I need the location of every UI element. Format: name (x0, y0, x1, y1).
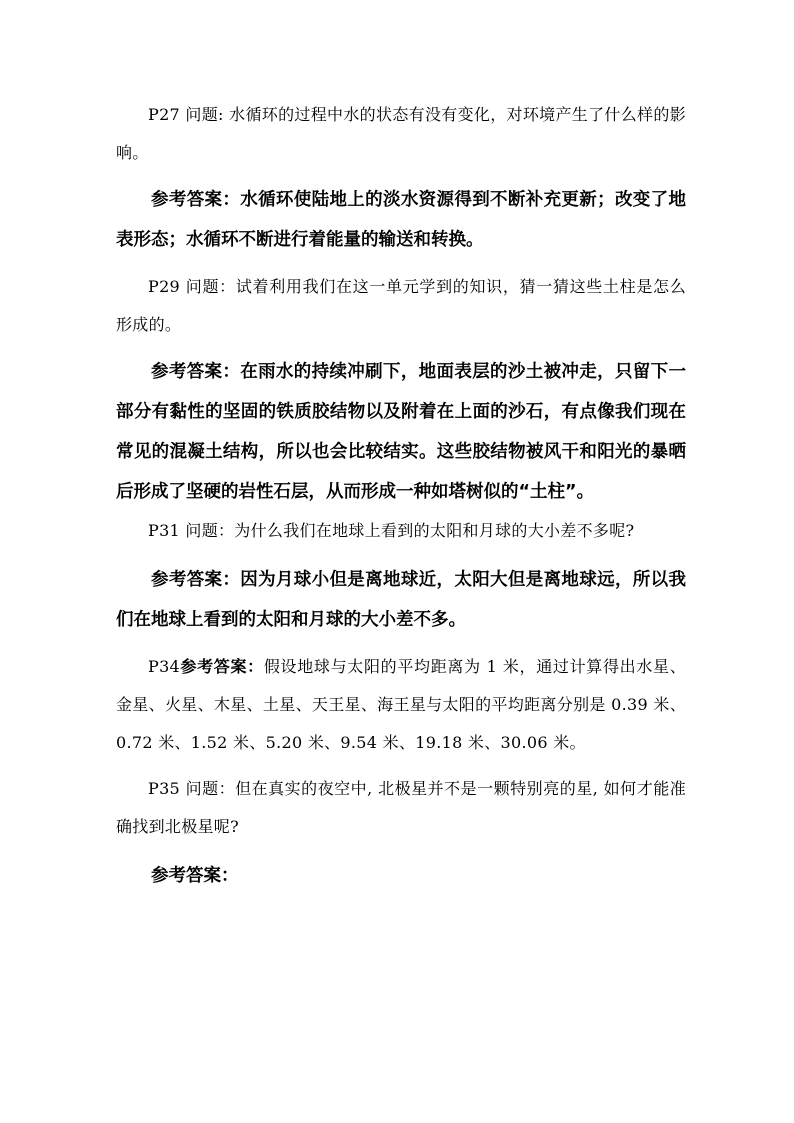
p35-question: P35 问题：但在真实的夜空中, 北极星并不是一颗特别亮的星, 如何才能准确找到北极星呢? (116, 779, 686, 836)
p34-prefix: P34 (148, 657, 181, 676)
p34-answer-label: 参考答案： (180, 657, 264, 676)
p31-answer: 参考答案：因为月球小但是离地球近，太阳大但是离地球远，所以我们在地球上看到的太阳和月球的大小差不多。 (116, 570, 686, 630)
p34-answer (116, 648, 686, 762)
p27-question: P27 问题: 水循环的过程中水的状态有没有变化，对环境产生了什么样的影响。 (116, 105, 686, 162)
p29-answer: 参考答案：在雨水的持续冲刷下，地面表层的沙土被冲走，只留下一部分有黏性的坚固的铁质胶结物以及附着在上面的沙石，有点像我们现在常见的混凝土结构，所以也会比较结实。这些胶结物被风干和阳光的暴晒后形成了坚硬的岩性石层，从而形成一种如塔树似的“土柱”。 (116, 362, 686, 502)
p29-question: P29 问题：试着利用我们在这一单元学到的知识，猜一猜这些土柱是怎么形成的。 (116, 277, 686, 334)
p35-answer: 参考答案： (151, 866, 239, 886)
document-body (116, 96, 686, 896)
p34-answer-text: 假设地球与太阳的平均距离为 1 米，通过计算得出水星、金星、火星、木星、土星、天王星、海王星与太阳的平均距离分别是 0.39 米、0.72 米、1.52 米、5.20 米、9.54 米、19.18 米、30.06 米。 (116, 657, 686, 752)
p31-question: P31 问题：为什么我们在地球上看到的太阳和月球的大小差不多呢? (148, 521, 635, 540)
p27-answer: 参考答案：水循环使陆地上的淡水资源得到不断补充更新；改变了地表形态；水循环不断进行着能量的输送和转换。 (116, 190, 686, 250)
